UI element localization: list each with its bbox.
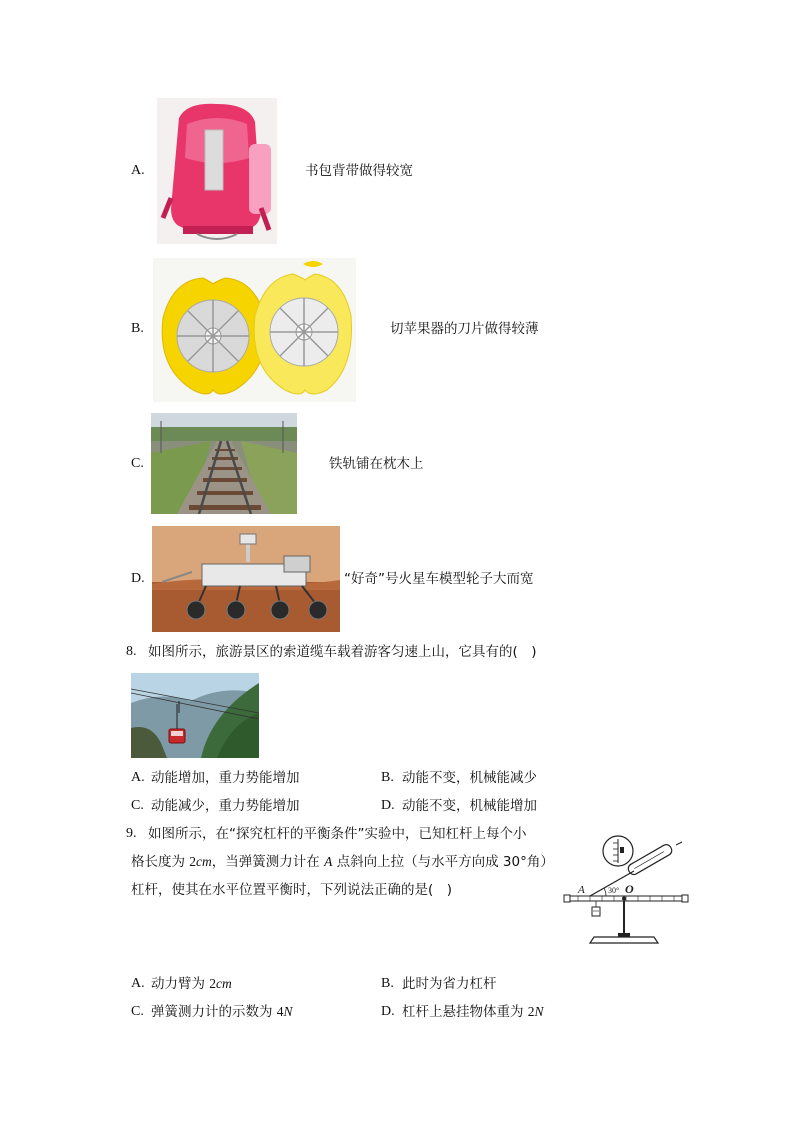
railway-track-image <box>151 413 297 514</box>
q9-option-b-text: 此时为省力杠杆 <box>402 976 497 992</box>
q9-option-d-text: 杠杆上悬挂物体重为 2N <box>402 1004 544 1020</box>
apple-cutter-image <box>153 258 356 402</box>
question-9-number: 9. <box>126 826 137 841</box>
q8-option-d-text: 动能不变，机械能增加 <box>402 798 537 814</box>
q9-option-a-label: A. <box>131 976 145 991</box>
q8-option-a-text: 动能增加，重力势能增加 <box>151 770 300 786</box>
question-8-stem: 如图所示，旅游景区的索道缆车载着游客匀速上山，它具有的( ) <box>148 644 537 660</box>
question-8-number: 8. <box>126 644 137 659</box>
q8-option-b-label: B. <box>381 770 394 785</box>
option-a-text: 书包背带做得较宽 <box>305 163 413 179</box>
mars-rover-image <box>152 526 340 632</box>
question-9-line-1: 如图所示，在“探究杠杆的平衡条件”实验中，已知杠杆上每个小 <box>148 826 527 842</box>
option-d-label: D. <box>131 571 145 586</box>
q9-option-d-label: D. <box>381 1004 395 1019</box>
q8-option-b-text: 动能不变，机械能减少 <box>402 770 537 786</box>
q9-option-b-label: B. <box>381 976 394 991</box>
q9-option-c-label: C. <box>131 1004 144 1019</box>
question-9-line-2: 格长度为 2cm，当弹簧测力计在 A 点斜向上拉（与水平方向成 30°角） <box>131 854 554 870</box>
question-9-line-3: 杠杆，使其在水平位置平衡时，下列说法正确的是( ) <box>131 882 453 898</box>
option-d-text: “好奇”号火星车模型轮子大而宽 <box>344 571 534 587</box>
q9-option-c-text: 弹簧测力计的示数为 4N <box>151 1004 293 1020</box>
lever-diagram <box>562 833 692 948</box>
angle-label: 30° <box>608 886 620 895</box>
option-b-text: 切苹果器的刀片做得较薄 <box>390 321 539 337</box>
q8-option-c-text: 动能减少，重力势能增加 <box>151 798 300 814</box>
point-a-label: A <box>578 884 585 896</box>
option-b-label: B. <box>131 321 144 336</box>
backpack-image <box>157 98 277 244</box>
cable-car-image <box>131 673 259 758</box>
option-a-label: A. <box>131 163 145 178</box>
point-o-label: O <box>625 882 634 896</box>
option-c-label: C. <box>131 456 144 471</box>
q9-option-a-text: 动力臂为 2cm <box>151 976 232 992</box>
option-c-text: 铁轨铺在枕木上 <box>329 456 424 472</box>
q8-option-c-label: C. <box>131 798 144 813</box>
q8-option-d-label: D. <box>381 798 395 813</box>
q8-option-a-label: A. <box>131 770 145 785</box>
